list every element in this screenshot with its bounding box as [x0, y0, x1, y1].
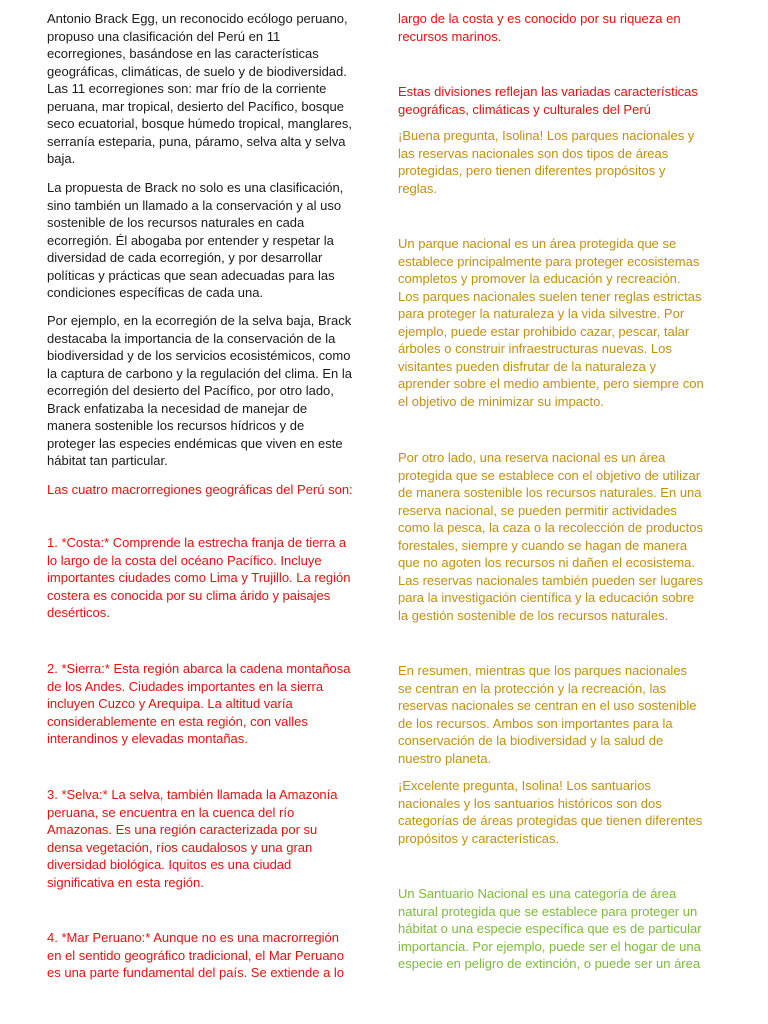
- paragraph-national-park: Un parque nacional es un área protegida que se establece principalmente para proteger ecosistemas completos y promover la educación y recreación. Los parques nacionales suelen tener reglas estrictas para proteger la naturaleza y la vida silvestre. Por ejemplo, puede estar prohibido cazar, pescar, talar árboles o construir infraestructuras nuevas. Los visitantes pueden disfrutar de la naturaleza y aprender sobre el medio ambiente, pero siempre con el objetivo de minimizar su impacto.: [398, 236, 704, 409]
- paragraph-national-reserve: Por otro lado, una reserva nacional es un área protegida que se establece con el objetivo de utilizar de manera sostenible los recursos naturales. En una reserva nacional, se pueden permitir actividades como la pesca, la caza o la recolección de productos forestales, siempre y cuando se hagan de manera que no agoten los recursos ni dañen el ecosistema. Las reservas nacionales también pueden ser lugares para la investigación científica y la educación sobre la gestión sostenible de los recursos naturales.: [398, 450, 703, 623]
- paragraph-parks-reserves-intro: ¡Buena pregunta, Isolina! Los parques nacionales y las reservas nacionales son dos tipos de áreas protegidas, pero tienen diferentes propósitos y reglas.: [398, 128, 695, 196]
- paragraph-summary: En resumen, mientras que los parques nacionales se centran en la protección y la recreación, las reservas nacionales se centran en el uso sostenible de los recursos. Ambos son importantes para la conservación de la biodiversidad y la salud de nuestro planeta.: [398, 663, 697, 766]
- paragraph-divisions-summary: Estas divisiones reflejan las variadas características geográficas, climáticas y culturales del Perú: [398, 84, 698, 117]
- paragraph-mar-continuation: largo de la costa y es conocido por su riqueza en recursos marinos.: [398, 11, 681, 44]
- paragraph-brack-ecoregions: Antonio Brack Egg, un reconocido ecólogo peruano, propuso una clasificación del Perú en 11 ecorregiones, basándose en las características geográficas, climáticas, de suelo y de biodiversidad. Las 11 ecorregiones son: mar frío de la corriente peruana, mar tropical, desierto del Pacífico, bosque seco ecuatorial, bosque húmedo tropical, manglares, serranía esteparia, puna, páramo, selva alta y selva baja.: [47, 11, 352, 166]
- list-item-mar-peruano: 4. *Mar Peruano:* Aunque no es una macrorregión en el sentido geográfico tradicional, el Mar Peruano es una parte fundamental del país. Se extiende a lo: [47, 930, 345, 980]
- paragraph-brack-proposal: La propuesta de Brack no solo es una clasificación, sino también un llamado a la conservación y al uso sostenible de los recursos naturales en cada ecorregión. Él abogaba por entender y respetar la diversidad de cada ecorregión, y por desarrollar políticas y prácticas que sean adecuadas para las condiciones específicas de cada una.: [47, 180, 344, 300]
- list-item-sierra: 2. *Sierra:* Esta región abarca la cadena montañosa de los Andes. Ciudades importantes en la sierra incluyen Cuzco y Arequipa. La altitud varía considerablemente en esta región, con valles interandinos y elevadas montañas.: [47, 661, 351, 746]
- heading-macroregions: Las cuatro macrorregiones geográficas del Perú son:: [47, 482, 353, 497]
- paragraph-brack-examples: Por ejemplo, en la ecorregión de la selva baja, Brack destacaba la importancia de la conservación de la biodiversidad y de los servicios ecosistémicos, como la captura de carbono y la regulación del clima. En la ecorregión del desierto del Pacífico, por otro lado, Brack enfatizaba la necesidad de manejar de manera sostenible los recursos hídricos y de proteger las especies endémicas que viven en este hábitat tan particular.: [47, 313, 352, 468]
- paragraph-sanctuaries-intro: ¡Excelente pregunta, Isolina! Los santuarios nacionales y los santuarios históricos son dos categorías de áreas protegidas que tienen diferentes propósitos y características.: [398, 778, 703, 846]
- list-item-selva: 3. *Selva:* La selva, también llamada la Amazonía peruana, se encuentra en la cuenca del río Amazonas. Es una región caracterizada por su densa vegetación, ríos caudalosos y una gran diversidad biológica. Iquitos es una ciudad significativa en esta región.: [47, 787, 338, 890]
- paragraph-national-sanctuary: Un Santuario Nacional es una categoría de área natural protegida que se establece para proteger un hábitat o una especie específica que es de particular importancia. Por ejemplo, puede ser el hogar de una especie en peligro de extinción, o puede ser un área: [398, 886, 702, 971]
- list-item-costa: 1. *Costa:* Comprende la estrecha franja de tierra a lo largo de la costa del océano Pacífico. Incluye importantes ciudades como Lima y Trujillo. La región costera es conocida por su clima árido y paisajes desérticos.: [47, 535, 351, 620]
